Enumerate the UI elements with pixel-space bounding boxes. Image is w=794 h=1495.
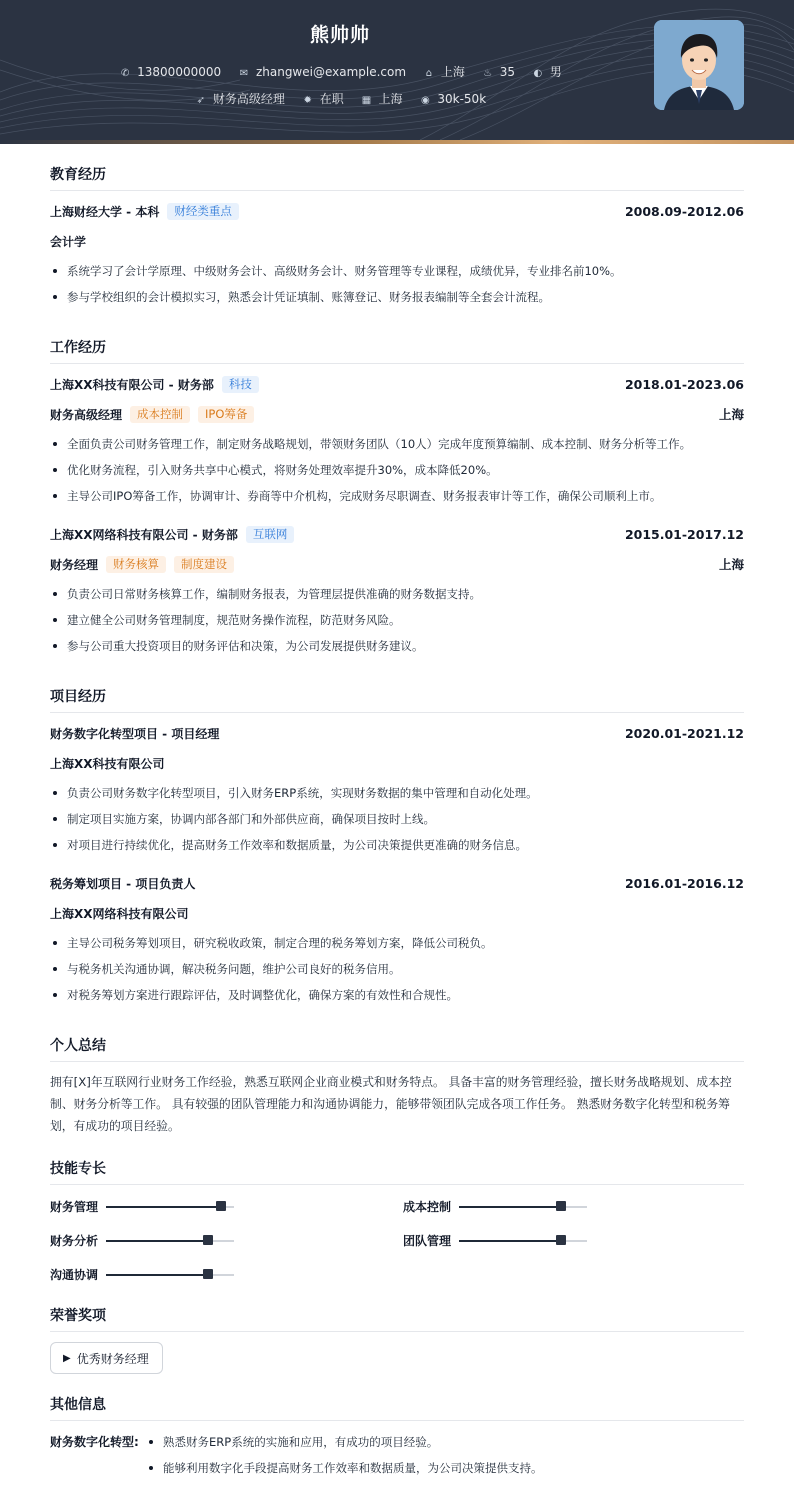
education-row xyxy=(50,201,744,221)
list-item: 与税务机关沟通协调，解决税务问题，维护公司良好的税务信用。 xyxy=(50,960,744,978)
skill-name: 团队管理 xyxy=(403,1234,452,1248)
summary-line: 制、财务分析等工作。 具有较强的团队管理能力和沟通协调能力，能够带领团队完成各项工作任务。 熟悉财务数字化转型和税务筹 xyxy=(50,1097,730,1111)
project-row xyxy=(50,723,744,743)
skill-name: 财务管理 xyxy=(50,1200,99,1214)
other-label: 财务数字化转型: xyxy=(50,1435,139,1449)
skill-bar xyxy=(106,1206,234,1208)
avatar-illustration xyxy=(654,20,744,110)
job-date: 2015.01-2017.12 xyxy=(624,526,744,542)
list-item: 主导公司税务筹划项目，研究税收政策，制定合理的税务筹划方案，降低公司税负。 xyxy=(50,934,744,952)
gender-icon: ◐ xyxy=(533,68,543,79)
gender-text: 男 xyxy=(549,65,562,79)
skill-knob xyxy=(203,1269,213,1279)
skill-knob xyxy=(216,1201,226,1211)
target-city-item xyxy=(360,90,403,107)
skill-knob xyxy=(556,1235,566,1245)
candidate-name: 熊帅帅 xyxy=(309,24,370,46)
list-item: 全面负责公司财务管理工作，制定财务战略规划，带领财务团队（10人）完成年度预算编制、成本控制、财务分析等工作。 xyxy=(50,435,744,453)
school-name: 上海财经大学 - 本科 xyxy=(50,204,160,219)
skill-bar xyxy=(106,1240,234,1242)
section-title: 项目经历 xyxy=(50,686,744,713)
skills-section xyxy=(50,1158,744,1185)
project-company-row xyxy=(50,903,744,923)
section-title: 其他信息 xyxy=(50,1394,744,1421)
job-row xyxy=(50,524,744,544)
list-item: 制定项目实施方案，协调内部各部门和外部供应商，确保项目按时上线。 xyxy=(50,810,744,828)
city-text: 上海 xyxy=(440,65,465,79)
summary-line: 划，有成功的项目经验。 xyxy=(50,1119,180,1133)
list-item: 负责公司日常财务核算工作，编制财务报表，为管理层提供准确的财务数据支持。 xyxy=(50,585,744,603)
skill-name: 成本控制 xyxy=(403,1200,452,1214)
position-row xyxy=(50,554,744,574)
status-text: 在职 xyxy=(319,92,344,106)
job-location: 上海 xyxy=(718,407,744,422)
target-city-text: 上海 xyxy=(378,92,403,106)
sun-icon: ✹ xyxy=(303,95,312,106)
skill-tag: 财务核算 xyxy=(106,556,166,573)
mail-icon: ✉ xyxy=(239,68,249,79)
education-section xyxy=(50,164,744,191)
status-item xyxy=(301,90,344,107)
project-row xyxy=(50,873,744,893)
project-company: 上海XX网络科技有限公司 xyxy=(50,906,189,921)
job-date: 2018.01-2023.06 xyxy=(624,376,744,392)
section-title: 荣誉奖项 xyxy=(50,1305,744,1332)
city-item xyxy=(422,63,465,80)
section-title: 个人总结 xyxy=(50,1035,744,1062)
position: 财务高级经理 xyxy=(50,407,123,422)
school-tag: 财经类重点 xyxy=(167,203,239,220)
salary-item xyxy=(418,92,486,106)
summary-text xyxy=(50,1071,744,1137)
list-item: 负责公司财务数字化转型项目，引入财务ERP系统，实现财务数据的集中管理和自动化处理。 xyxy=(50,784,744,802)
position-row xyxy=(50,404,744,424)
major: 会计学 xyxy=(50,234,87,249)
list-item: 主导公司IPO筹备工作，协调审计、券商等中介机构，完成财务尽职调查、财务报表审计等工作，确保公司顺利上市。 xyxy=(50,487,744,505)
gender-item xyxy=(531,63,562,80)
list-item: 优化财务流程，引入财务共享中心模式，将财务处理效率提升30%，成本降低20%。 xyxy=(50,461,744,479)
job-row xyxy=(0,90,680,107)
contact-row xyxy=(0,63,680,80)
job-item xyxy=(194,90,285,107)
skill-item xyxy=(403,1232,587,1249)
work-section xyxy=(50,337,744,364)
phone-item xyxy=(118,65,221,79)
coin-icon: ◉ xyxy=(421,95,430,106)
job-location: 上海 xyxy=(718,557,744,572)
list-item: 建立健全公司财务管理制度，规范财务操作流程，防范财务风险。 xyxy=(50,611,744,629)
skill-name: 财务分析 xyxy=(50,1234,99,1248)
send-icon: ➶ xyxy=(196,95,206,106)
skill-bar xyxy=(106,1274,234,1276)
list-item: 参与学校组织的会计模拟实习，熟悉会计凭证填制、账簿登记、财务报表编制等全套会计流程。 xyxy=(50,288,744,306)
list-item: 参与公司重大投资项目的财务评估和决策，为公司发展提供财务建议。 xyxy=(50,637,744,655)
education-date: 2008.09-2012.06 xyxy=(624,203,744,219)
list-item: 能够利用数字化手段提高财务工作效率和数据质量，为公司决策提供支持。 xyxy=(146,1459,744,1477)
skill-knob xyxy=(203,1235,213,1245)
skill-item xyxy=(50,1232,234,1249)
position: 财务经理 xyxy=(50,557,99,572)
project-name: 税务筹划项目 - 项目负责人 xyxy=(50,876,196,891)
job-text: 财务高级经理 xyxy=(212,92,285,106)
home-icon: ⌂ xyxy=(425,68,433,79)
skill-item xyxy=(50,1266,234,1283)
building-icon: ▦ xyxy=(361,95,372,106)
job-row xyxy=(50,374,744,394)
project-company-row xyxy=(50,753,744,773)
section-title: 技能专长 xyxy=(50,1158,744,1185)
summary-section xyxy=(50,1035,744,1062)
other-section xyxy=(50,1394,744,1421)
major-row xyxy=(50,231,744,251)
cake-icon: ♨ xyxy=(483,68,493,79)
award-toggle-button[interactable] xyxy=(50,1342,163,1374)
skill-tag: 制度建设 xyxy=(174,556,234,573)
header-accent-line xyxy=(0,140,794,144)
list-item: 对税务筹划方案进行跟踪评估，及时调整优化，确保方案的有效性和合规性。 xyxy=(50,986,744,1004)
projects-section xyxy=(50,686,744,713)
list-item: 系统学习了会计学原理、中级财务会计、高级财务会计、财务管理等专业课程，成绩优异，专业排名前10%。 xyxy=(50,262,744,280)
skill-item xyxy=(50,1198,234,1215)
salary-text: 30k-50k xyxy=(437,92,487,106)
project-company: 上海XX科技有限公司 xyxy=(50,756,165,771)
project-date: 2016.01-2016.12 xyxy=(624,875,744,891)
age-item xyxy=(481,65,515,79)
project-name: 财务数字化转型项目 - 项目经理 xyxy=(50,726,220,741)
project-date: 2020.01-2021.12 xyxy=(624,725,744,741)
age-text: 35 xyxy=(499,65,516,79)
skill-item xyxy=(403,1198,587,1215)
email-item xyxy=(237,65,406,79)
skill-bar xyxy=(459,1206,587,1208)
award-label: 优秀财务经理 xyxy=(76,1351,149,1366)
section-title: 工作经历 xyxy=(50,337,744,364)
industry-tag: 科技 xyxy=(222,376,259,393)
industry-tag: 互联网 xyxy=(246,526,295,543)
phone-text: 13800000000 xyxy=(137,65,222,79)
skill-tag: 成本控制 xyxy=(130,406,190,423)
avatar xyxy=(654,20,744,110)
skill-name: 沟通协调 xyxy=(50,1268,99,1282)
list-item: 熟悉财务ERP系统的实施和应用，有成功的项目经验。 xyxy=(146,1433,744,1451)
resume-header xyxy=(0,0,794,140)
company-name: 上海XX网络科技有限公司 - 财务部 xyxy=(50,527,238,542)
section-title: 教育经历 xyxy=(50,164,744,191)
skill-bar xyxy=(459,1240,587,1242)
list-item: 对项目进行持续优化，提高财务工作效率和数据质量，为公司决策提供更准确的财务信息。 xyxy=(50,836,744,854)
email-text: zhangwei@example.com xyxy=(255,65,407,79)
phone-icon: ✆ xyxy=(120,68,130,79)
awards-section xyxy=(50,1305,744,1332)
summary-line: 拥有[X]年互联网行业财务工作经验，熟悉互联网企业商业模式和财务特点。 具备丰富的财务管理经验，擅长财务战略规划、成本控 xyxy=(50,1075,732,1089)
company-name: 上海XX科技有限公司 - 财务部 xyxy=(50,377,214,392)
play-icon: ▶ xyxy=(63,1352,71,1364)
skill-knob xyxy=(556,1201,566,1211)
skill-tag: IPO筹备 xyxy=(198,406,254,423)
